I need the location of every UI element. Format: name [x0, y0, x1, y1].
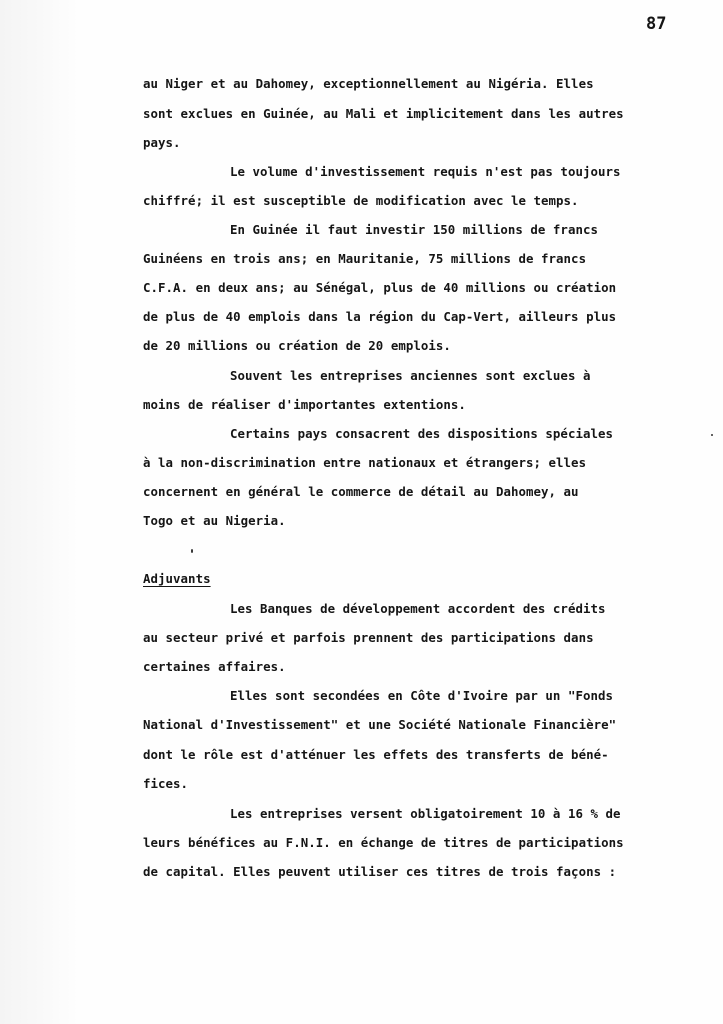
text-line: certaines affaires.: [143, 659, 286, 674]
text-line: pays.: [143, 135, 181, 150]
text-line: de plus de 40 emplois dans la région du Cap-Vert, ailleurs plus: [143, 309, 617, 324]
scan-shadow: [0, 0, 80, 1024]
text-line: chiffré; il est susceptible de modification avec le temps.: [143, 193, 579, 208]
text-line: concernent en général le commerce de détail au Dahomey, au: [143, 484, 579, 499]
scan-speck: [191, 549, 193, 553]
text-line: Guinéens en trois ans; en Mauritanie, 75 millions de francs: [143, 251, 587, 266]
text-line: leurs bénéfices au F.N.I. en échange de titres de participations: [143, 835, 624, 850]
text-line: à la non-discrimination entre nationaux et étrangers; elles: [143, 455, 587, 470]
text-line: de capital. Elles peuvent utiliser ces titres de trois façons :: [143, 864, 617, 879]
text-line: de 20 millions ou création de 20 emplois.: [143, 338, 451, 353]
text-line: au Niger et au Dahomey, exceptionnellement au Nigéria. Elles: [143, 76, 594, 91]
scan-speck: [711, 434, 713, 436]
text-line: Elles sont secondées en Côte d'Ivoire par un "Fonds: [230, 688, 613, 703]
text-line: National d'Investissement" et une Société Nationale Financière": [143, 717, 617, 732]
text-line: C.F.A. en deux ans; au Sénégal, plus de 40 millions ou création: [143, 280, 617, 295]
text-line: Certains pays consacrent des dispositions spéciales: [230, 426, 613, 441]
text-line: moins de réaliser d'importantes extentions.: [143, 397, 466, 412]
text-line: dont le rôle est d'atténuer les effets des transferts de béné-: [143, 747, 609, 762]
text-line: En Guinée il faut investir 150 millions de francs: [230, 222, 598, 237]
text-line: Le volume d'investissement requis n'est pas toujours: [230, 164, 621, 179]
text-line: fices.: [143, 776, 189, 791]
text-line: Togo et au Nigeria.: [143, 513, 286, 528]
text-line: Les entreprises versent obligatoirement 10 à 16 % de: [230, 806, 621, 821]
section-heading: Adjuvants: [143, 571, 211, 586]
page-number: 87: [646, 14, 667, 34]
text-line: au secteur privé et parfois prennent des participations dans: [143, 630, 594, 645]
text-line: Souvent les entreprises anciennes sont exclues à: [230, 368, 591, 383]
text-line: Les Banques de développement accordent des crédits: [230, 601, 606, 616]
text-line: sont exclues en Guinée, au Mali et implicitement dans les autres: [143, 106, 624, 121]
